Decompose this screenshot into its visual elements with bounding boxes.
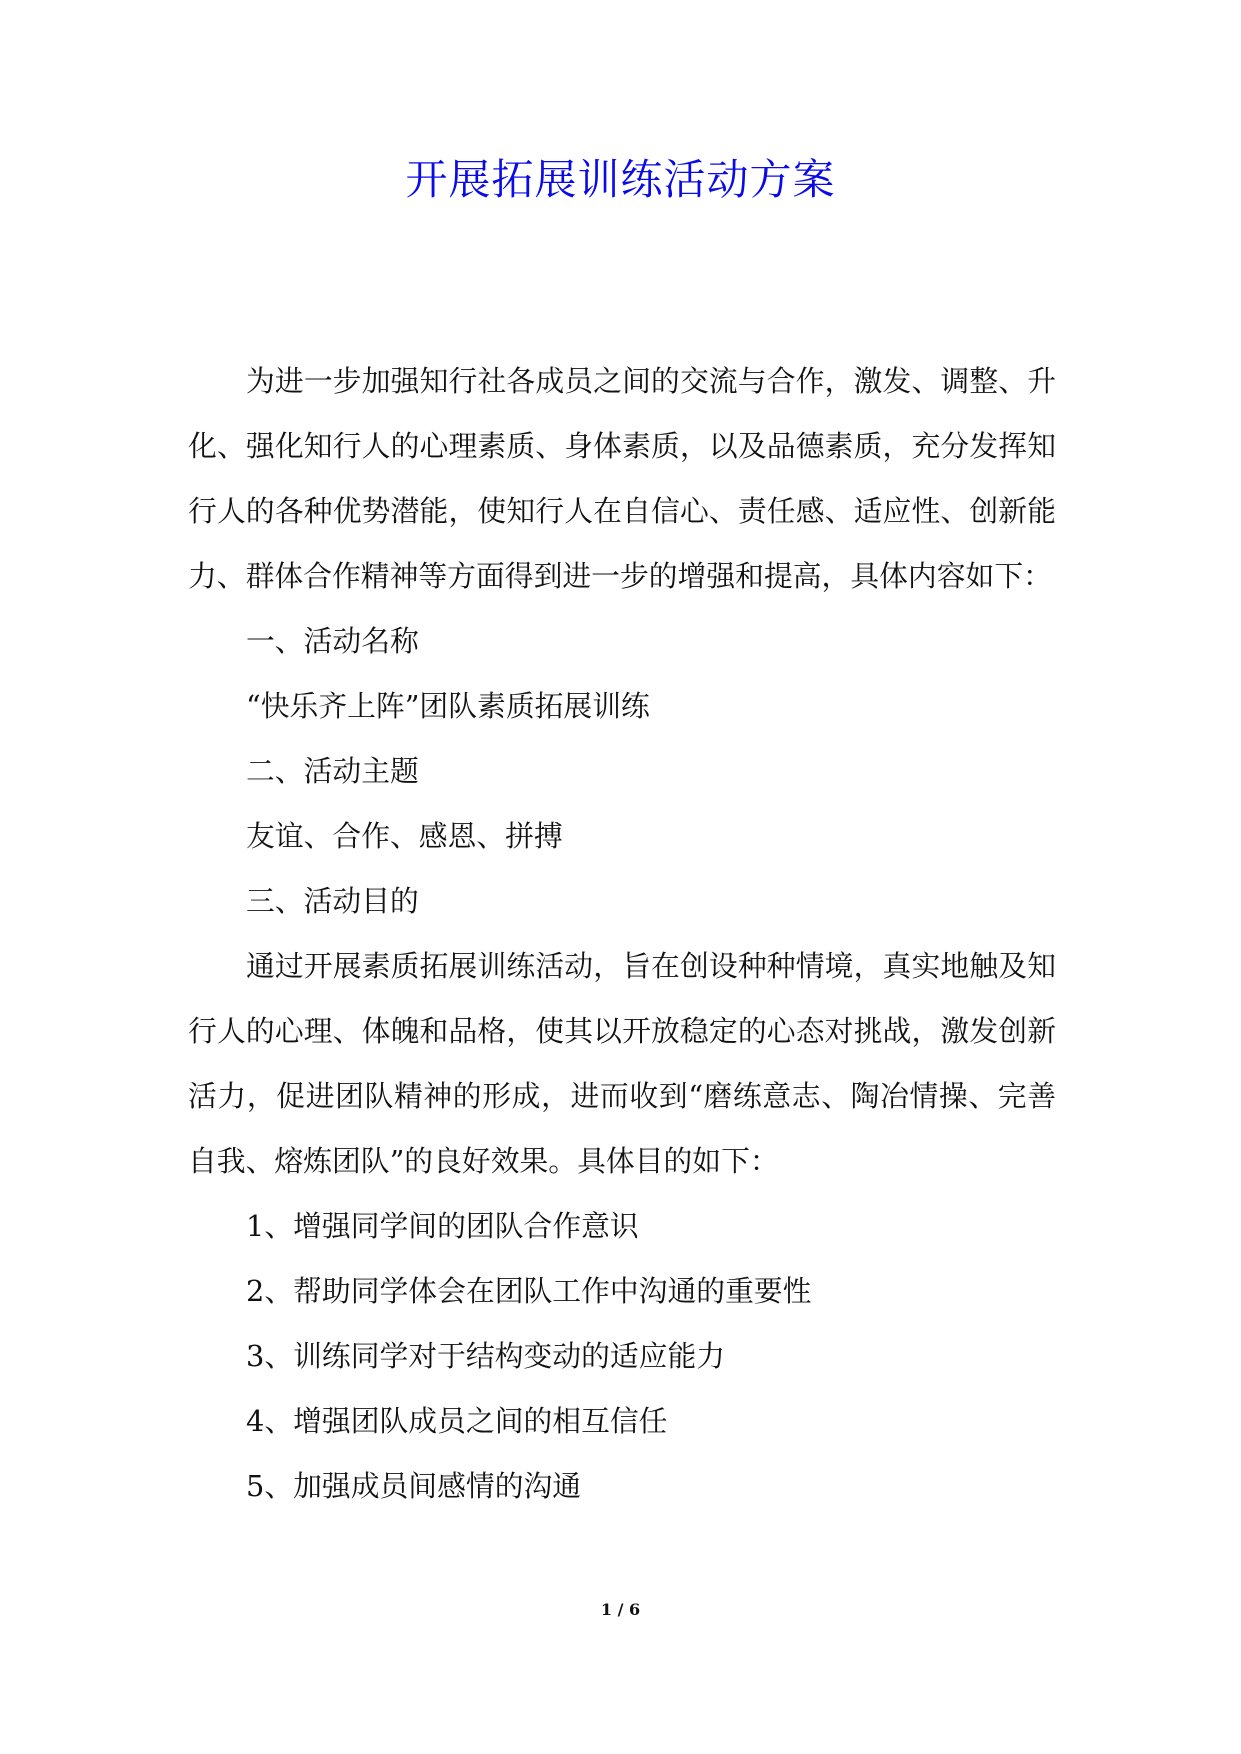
- goal-item: 5、加强成员间感情的沟通: [246, 1469, 582, 1503]
- page-number: 1 / 6: [600, 1600, 641, 1619]
- section-heading-activity-theme: 二、活动主题: [246, 754, 419, 788]
- goal-item: 3、训练同学对于结构变动的适应能力: [246, 1339, 726, 1373]
- section-heading-activity-purpose: 三、活动目的: [246, 884, 419, 918]
- goal-item: 4、增强团队成员之间的相互信任: [246, 1404, 668, 1438]
- purpose-paragraph: 通过开展素质拓展训练活动，旨在创设种种情境，真实地触及知行人的心理、体魄和品格，使其以开放稳定的心态对挑战，激发创新活力，促进团队精神的形成，进而收到“磨练意志、陶冶情操、完善自我、熔炼团队”的良好效果。具体目的如下：: [188, 949, 1056, 1178]
- goal-item: 1、增强同学间的团队合作意识: [246, 1209, 639, 1243]
- activity-theme-text: 友谊、合作、感恩、拼搏: [246, 819, 563, 853]
- document-title: 开展拓展训练活动方案: [405, 155, 836, 204]
- activity-name-text: “快乐齐上阵”团队素质拓展训练: [246, 689, 650, 723]
- intro-paragraph: 为进一步加强知行社各成员之间的交流与合作，激发、调整、升化、强化知行人的心理素质、身体素质，以及品德素质，充分发挥知行人的各种优势潜能，使知行人在自信心、责任感、适应性、创新能力、群体合作精神等方面得到进一步的增强和提高，具体内容如下：: [188, 364, 1056, 593]
- document-body: [188, 349, 1056, 1519]
- section-heading-activity-name: 一、活动名称: [246, 624, 419, 658]
- goal-item: 2、帮助同学体会在团队工作中沟通的重要性: [246, 1274, 812, 1308]
